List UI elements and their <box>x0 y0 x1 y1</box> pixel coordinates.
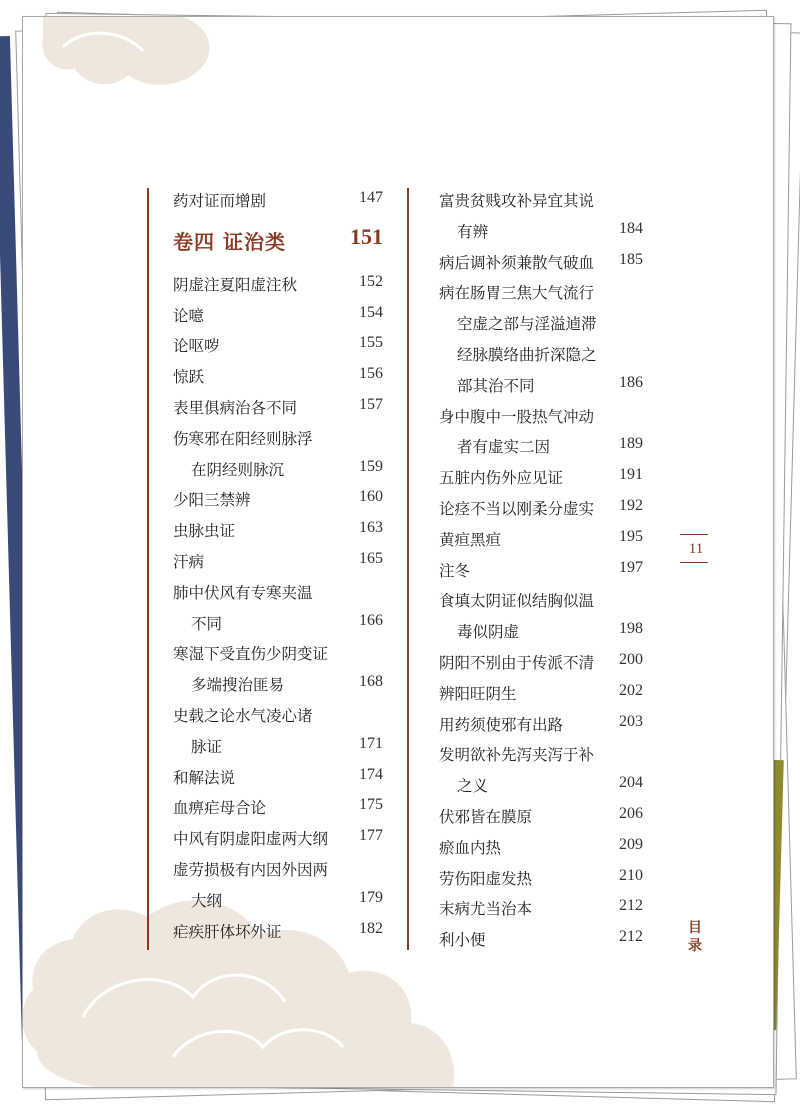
toc-entry-page: 159 <box>359 457 383 475</box>
toc-entry-title: 伤寒邪在阳经则脉浮 <box>173 429 313 448</box>
toc-entry-page: 157 <box>359 395 383 413</box>
toc-entry[interactable] <box>439 370 643 401</box>
toc-entry-page: 197 <box>619 558 643 576</box>
toc-entry-page: 171 <box>359 734 383 752</box>
toc-entry-title: 在阴经则脉沉 <box>191 460 285 479</box>
toc-entry-page: 186 <box>619 373 643 391</box>
toc-entry[interactable] <box>439 616 643 647</box>
toc-entry[interactable] <box>173 792 383 823</box>
toc-entry-title: 空虚之部与淫溢逌滞 <box>457 315 597 334</box>
toc-entry-page: 155 <box>359 334 383 352</box>
toc-entry-title: 寒湿下受直伤少阴变证 <box>173 645 329 664</box>
toc-entry[interactable] <box>173 823 383 854</box>
toc-entry[interactable] <box>173 300 383 331</box>
side-label-text: 目 录 <box>688 920 702 954</box>
toc-entry[interactable] <box>173 885 383 916</box>
toc-entry-page: 203 <box>619 712 643 730</box>
toc-entry-page: 156 <box>359 365 383 383</box>
toc-entry-title: 注冬 <box>439 561 471 580</box>
toc-entry[interactable] <box>439 709 643 740</box>
toc-entry-page: 185 <box>619 250 643 268</box>
section-page: 151 <box>350 223 383 249</box>
toc-entry[interactable] <box>173 854 383 885</box>
toc-entry-title: 发明欲补先泻夹泻于补 <box>439 746 595 765</box>
toc-entry-page: 189 <box>619 435 643 453</box>
toc-entry[interactable] <box>439 524 643 555</box>
toc-entry[interactable] <box>173 700 383 731</box>
toc-entry-title: 虚劳损极有内因外因两 <box>173 860 329 879</box>
left-column-rule <box>147 188 149 950</box>
toc-entry-title: 论痉不当以刚柔分虚实 <box>439 499 595 518</box>
toc-entry[interactable] <box>439 801 643 832</box>
toc-entry-page: 204 <box>619 774 643 792</box>
toc-entry-title: 有辨 <box>457 222 489 241</box>
toc-entry[interactable] <box>439 770 643 801</box>
toc-entry[interactable] <box>173 731 383 762</box>
toc-entry-page: 210 <box>619 866 643 884</box>
toc-entry-page: 206 <box>619 804 643 822</box>
toc-entry-title: 中风有阴虚阳虚两大纲 <box>173 830 329 849</box>
toc-entry-title: 辨阳旺阴生 <box>439 684 517 703</box>
toc-entry-title: 毒似阴虚 <box>457 623 520 642</box>
toc-entry[interactable] <box>173 454 383 485</box>
right-column-rule <box>407 188 409 950</box>
page-number: 11 <box>688 541 704 557</box>
toc-entry[interactable] <box>173 515 383 546</box>
toc-entry-title: 肺中伏风有专寒夹温 <box>173 583 313 602</box>
toc-entry-title: 不同 <box>191 614 223 633</box>
toc-entry[interactable] <box>439 493 643 524</box>
toc-entry[interactable] <box>173 762 383 793</box>
toc-entry-page: 182 <box>359 919 383 937</box>
toc-entry-page: 195 <box>619 527 643 545</box>
toc-entry-page: 212 <box>619 897 643 915</box>
toc-entry-title: 伏邪皆在膜原 <box>439 807 533 826</box>
toc-entry-page: 177 <box>359 827 383 845</box>
book-page <box>22 16 774 1088</box>
toc-entry[interactable] <box>173 484 383 515</box>
toc-entry-title: 虫脉虫证 <box>173 522 236 541</box>
toc-entry[interactable] <box>439 462 643 493</box>
toc-entry-page: 184 <box>619 219 643 237</box>
toc-entry-title: 瘀血内热 <box>439 838 502 857</box>
page-number-rule-bottom <box>680 562 708 563</box>
toc-entry[interactable] <box>439 401 643 432</box>
toc-entry[interactable] <box>439 863 643 894</box>
toc-entry[interactable] <box>173 546 383 577</box>
toc-entry[interactable] <box>439 247 643 278</box>
toc-entry-title: 阴虚注夏阳虚注秋 <box>173 275 298 294</box>
toc-entry[interactable] <box>173 608 383 639</box>
toc-entry-page: 202 <box>619 681 643 699</box>
toc-entry[interactable] <box>173 577 383 608</box>
toc-entry[interactable] <box>173 669 383 700</box>
toc-entry-page: 160 <box>359 488 383 506</box>
toc-entry[interactable] <box>439 832 643 863</box>
toc-entry[interactable] <box>439 739 643 770</box>
toc-entry[interactable] <box>173 423 383 454</box>
toc-entry-title: 惊跃 <box>173 368 205 387</box>
cloud-decoration <box>23 17 774 1088</box>
toc-entry[interactable] <box>439 678 643 709</box>
toc-entry[interactable] <box>173 330 383 361</box>
toc-entry-title: 论噫 <box>173 306 205 325</box>
toc-entry[interactable] <box>439 555 643 586</box>
toc-entry-page: 174 <box>359 765 383 783</box>
toc-entry-page: 212 <box>619 928 643 946</box>
toc-entry-title: 用药须使邪有出路 <box>439 715 564 734</box>
toc-entry-title: 药对证而增剧 <box>173 192 267 210</box>
toc-entry[interactable] <box>173 638 383 669</box>
toc-entry[interactable] <box>439 185 643 216</box>
toc-entry[interactable] <box>439 431 643 462</box>
toc-entry-title: 血痹疟母合论 <box>173 799 267 818</box>
toc-entry-title: 脉证 <box>191 737 223 756</box>
toc-entry-title: 黄疸黑疸 <box>439 530 502 549</box>
toc-entry-page: 175 <box>359 796 383 814</box>
toc-entry-title: 阴阳不别由于传派不清 <box>439 653 595 672</box>
toc-entry-title: 经脉膜络曲折深隐之 <box>457 345 597 364</box>
toc-entry[interactable] <box>439 308 643 339</box>
toc-entry-title: 多端搜治匪易 <box>191 676 285 695</box>
toc-entry[interactable] <box>173 392 383 423</box>
toc-entry-page: 191 <box>619 466 643 484</box>
toc-entry[interactable] <box>439 924 643 955</box>
toc-entry[interactable] <box>173 269 383 300</box>
toc-entry[interactable] <box>173 361 383 392</box>
toc-entry-title: 劳伤阳虚发热 <box>439 869 533 888</box>
toc-entry-title: 食填太阴证似结胸似温 <box>439 592 595 611</box>
toc-entry-page: 209 <box>619 835 643 853</box>
toc-entry-title: 病在肠胃三焦大气流行 <box>439 284 595 303</box>
side-section-label <box>685 919 705 955</box>
toc-entry-page: 163 <box>359 519 383 537</box>
toc-right-column <box>439 185 643 955</box>
toc-entry-title: 和解法说 <box>173 768 236 787</box>
toc-entry-title: 末病尤当治本 <box>439 900 533 919</box>
toc-entry-page: 147 <box>359 189 383 206</box>
toc-entry-title: 五脏内伤外应见证 <box>439 469 564 488</box>
toc-entry-title: 少阳三禁辨 <box>173 491 251 510</box>
toc-entry-title: 者有虚实二因 <box>457 438 551 457</box>
toc-entry-title: 利小便 <box>439 931 486 950</box>
toc-entry-title: 汗病 <box>173 552 205 571</box>
toc-entry-page: 168 <box>359 673 383 691</box>
section-title: 卷四 证治类 <box>173 229 286 254</box>
toc-entry[interactable] <box>439 585 643 616</box>
toc-entry[interactable] <box>439 647 643 678</box>
toc-entry-title: 之义 <box>457 777 489 796</box>
toc-entry-page: 154 <box>359 303 383 321</box>
section-heading[interactable] <box>173 216 383 269</box>
toc-entry-title: 史载之论水气凌心诸 <box>173 706 313 725</box>
toc-entry-title: 身中腹中一股热气冲动 <box>439 407 595 426</box>
toc-entry-page: 165 <box>359 549 383 567</box>
toc-entry-page: 192 <box>619 496 643 514</box>
toc-entry-page: 166 <box>359 611 383 629</box>
toc-entry[interactable] <box>439 277 643 308</box>
toc-entry-page: 152 <box>359 272 383 290</box>
toc-entry-page: 179 <box>359 888 383 906</box>
toc-entry[interactable] <box>173 916 383 947</box>
toc-entry[interactable] <box>439 893 643 924</box>
toc-entry[interactable] <box>439 339 643 370</box>
toc-entry-title: 病后调补须兼散气破血 <box>439 253 595 272</box>
toc-entry-page: 198 <box>619 620 643 638</box>
toc-entry-title: 部其治不同 <box>457 376 535 395</box>
toc-left-column <box>173 185 383 946</box>
toc-entry-title: 富贵贫贱攻补异宜其说 <box>439 192 595 210</box>
toc-entry-page: 200 <box>619 650 643 668</box>
toc-entry-title: 疟疾肝体坏外证 <box>173 922 282 941</box>
toc-entry-title: 大纲 <box>191 891 223 910</box>
toc-entry[interactable] <box>439 216 643 247</box>
toc-entry-title: 表里俱病治各不同 <box>173 398 298 417</box>
toc-entry-title: 论呕哕 <box>173 337 220 356</box>
page-number-rule-top <box>680 534 708 535</box>
toc-entry[interactable] <box>173 185 383 216</box>
